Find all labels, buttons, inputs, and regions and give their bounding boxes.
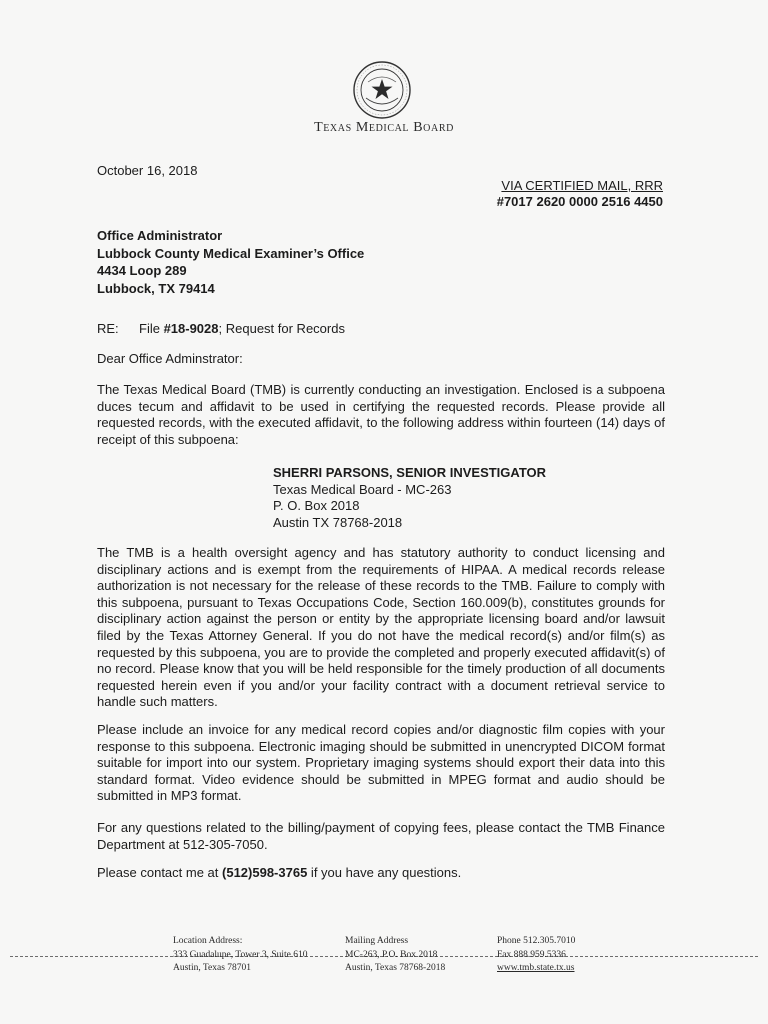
investigator-line: P. O. Box 2018 — [273, 498, 360, 513]
letter-date: October 16, 2018 — [97, 163, 198, 178]
footer-line: Austin, Texas 78701 — [173, 963, 252, 973]
investigator-line: Texas Medical Board - MC-263 — [273, 481, 452, 497]
footer-label: Location Address: — [173, 936, 243, 946]
footer-location — [173, 935, 308, 976]
footer-line: MC-263, P.O. Box 2018 — [345, 949, 438, 960]
footer-website-link[interactable]: www.tmb.state.tx.us — [497, 963, 575, 973]
investigator-name: SHERRI PARSONS, SENIOR INVESTIGATOR — [273, 465, 547, 480]
closing-paragraph — [97, 865, 665, 882]
re-suffix: ; Request for Records — [218, 321, 345, 336]
footer-contact — [497, 935, 575, 976]
delivery-block — [497, 178, 663, 210]
recipient-line: Lubbock, TX 79414 — [97, 280, 215, 296]
contact-phone: (512)598-3765 — [222, 865, 308, 880]
recipient-line: Office Administrator — [97, 228, 223, 243]
footer-line: 333 Guadalupe, Tower 3, Suite 610 — [173, 949, 308, 960]
subject-line — [97, 321, 345, 336]
investigator-line: Austin TX 78768-2018 — [273, 514, 403, 530]
recipient-line: 4434 Loop 289 — [97, 263, 187, 278]
org-name: Texas Medical Board — [314, 120, 454, 135]
recipient-line: Lubbock County Medical Examiner’s Office — [97, 245, 365, 261]
state-seal-icon — [352, 60, 412, 120]
closing-text: if you have any questions. — [307, 865, 462, 880]
footer-line: Austin, Texas 78768-2018 — [345, 963, 446, 973]
body-paragraph: The Texas Medical Board (TMB) is currently conducting an investigation. Enclosed is a subpoena duces tecum and affidavit to be used in certifying the requested records. Please provide all requested records, with the executed affidavit, to the following address within fourteen (14) days of receipt of this subpoena: — [97, 382, 665, 447]
file-number: #18-9028 — [163, 321, 219, 336]
investigator-address — [273, 465, 546, 531]
re-label: RE: — [97, 321, 119, 336]
footer-phone: Phone 512.305.7010 — [497, 936, 576, 946]
body-paragraph: Please include an invoice for any medical record copies and/or diagnostic film copies with your response to this subpoena. Electronic imaging should be submitted in unencrypted DICOM format suitable for import into our system. Proprietary imaging systems should export their data into this standard format. Video evidence should be submitted in MPEG format and audio should be submitted in MP3 format. — [97, 722, 665, 804]
tracking-number: #7017 2620 0000 2516 4450 — [496, 194, 663, 209]
salutation: Dear Office Adminstrator: — [97, 351, 243, 366]
delivery-method: VIA CERTIFIED MAIL, RRR — [501, 178, 663, 193]
closing-text: Please contact me at — [97, 865, 223, 880]
footer-label: Mailing Address — [345, 936, 409, 946]
body-paragraph: For any questions related to the billing/payment of copying fees, please contact the TMB Finance Department at 512-305-7050. — [97, 820, 665, 852]
footer-mailing — [345, 935, 445, 976]
re-prefix: File — [139, 321, 164, 336]
body-paragraph: The TMB is a health oversight agency and has statutory authority to conduct licensing and disciplinary actions and is exempt from the requirements of HIPAA. A medical records release authorization is not necessary for the release of these records to the TMB. Failure to comply with this subpoena, pursuant to Texas Occupations Code, Section 160.009(b), constitutes grounds for disciplinary action against the person or entity by the appropriate licensing board and/or lawsuit filed by the Texas Attorney General. If you do not have the medical record(s) and/or film(s) as requested by this subpoena, you are to provide the completed and properly executed affidavit(s) of no record. Please know that you will be held responsible for the timely production of all documents requested herein even if you and/or your facility contract with a document retrieval service to handle such matters. — [97, 545, 665, 710]
footer-fax: Fax 888.959.5336 — [497, 949, 566, 960]
recipient-address — [97, 227, 364, 297]
